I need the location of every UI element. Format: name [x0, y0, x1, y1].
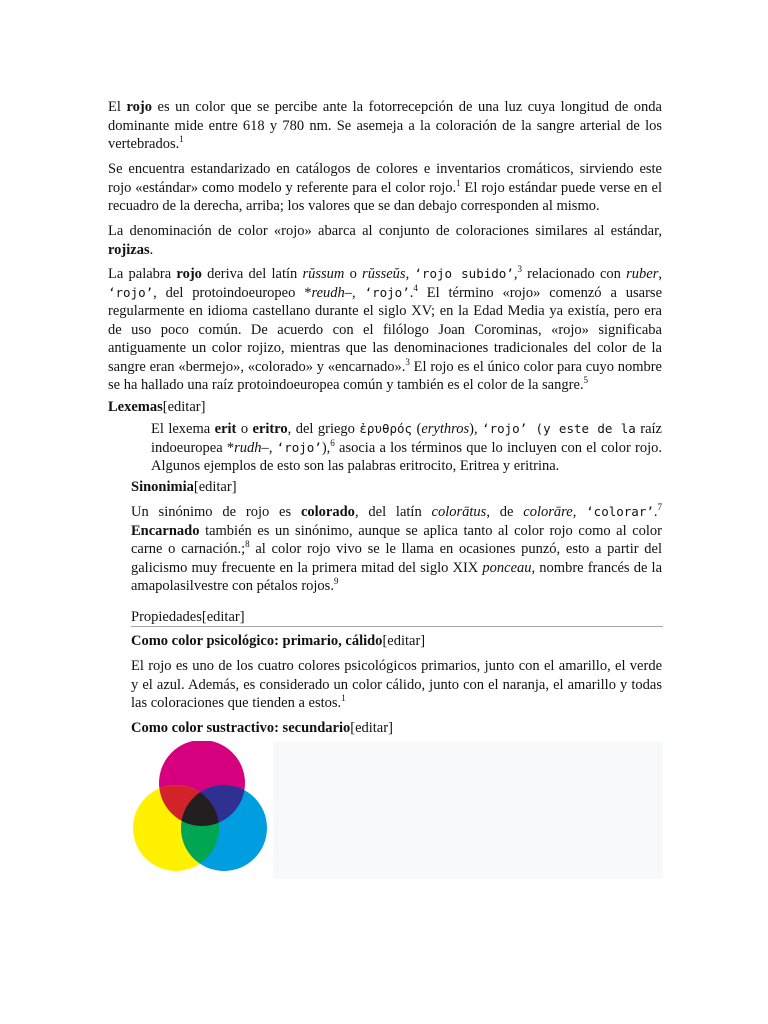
heading-psicologico: Como color psicológico: primario, cálido[editar] [131, 633, 426, 649]
edit-link[interactable]: [editar] [382, 633, 426, 649]
reference-8[interactable]: 8 [245, 539, 250, 550]
intro-paragraph: El rojo es un color que se percibe ante la fotorrecepción de una luz cuya longitud de onda dominante mide entre 618 y 780 nm. Se asemeja a la coloración de la sangre arterial de los vertebrados.$^1$ [108, 99, 662, 152]
reference-5[interactable]: 5 [583, 375, 589, 386]
reference-9[interactable]: 9 [333, 576, 339, 587]
heading-sustractivo: Como color sustractivo: secundario[editar] [131, 720, 393, 736]
edit-link[interactable]: [editar] [162, 399, 206, 415]
reference-3[interactable]: 3 [517, 264, 522, 275]
reference-1[interactable]: 1 [341, 693, 346, 704]
denomination-paragraph: La denominación de color «rojo» abarca al conjunto de coloraciones similares al estándar, rojizas. [108, 223, 662, 258]
reference-7[interactable]: 7 [657, 502, 662, 513]
heading-propiedades: Propiedades[editar] [131, 609, 245, 625]
edit-link[interactable]: [editar] [193, 479, 237, 495]
standard-paragraph: Se encuentra estandarizado en catálogos de colores e inventarios cromáticos, sirviendo este rojo «estándar» como modelo y referente para el color rojo.$^1$ El rojo estándar puede verse en el recuadro de la derecha, arriba; los valores que se dan debajo corresponden al mismo. [108, 161, 662, 214]
reference-1[interactable]: 1 [456, 177, 461, 188]
lexemas-paragraph: El lexema erit o eritro, del griego ἐρυθρός (erythros), ‘rojo’ (y este de la raíz indoeuropea *rudh–, ‘rojo’),$^6$ asocia a los términos que lo incluyen con el color rojo. Algunos ejemplos de esto son las palabras eritrocito, Eritrea y eritrina. [151, 421, 662, 474]
reference-6[interactable]: 6 [330, 437, 335, 448]
edit-link[interactable]: [editar] [201, 609, 245, 625]
subtractive-color-diagram [131, 741, 273, 879]
heading-lexemas: Lexemas[editar] [108, 399, 206, 415]
sinonimia-paragraph: Un sinónimo de rojo es colorado, del latín colorātus, de colorāre, ‘colorar’.$^7$ Encarnado también es un sinónimo, aunque se aplica tanto al color rojo como al color carne o carnación.;$^8$ al color rojo vivo se le llama en ocasiones punzó, esto a partir del galicismo muy frecuente en la primera mitad del siglo XIX ponceau, nombre francés de la amapolasilvestre con pétalos rojos.$^9$ [131, 502, 663, 594]
heading-sinonimia: Sinonimia[editar] [131, 479, 237, 495]
edit-link[interactable]: [editar] [350, 720, 393, 736]
reference-3[interactable]: 3 [405, 356, 410, 367]
reference-4[interactable]: 4 [413, 282, 418, 293]
section-divider [131, 626, 663, 627]
reference-1[interactable]: 1 [179, 134, 184, 145]
psicologico-paragraph: El rojo es uno de los cuatro colores psicológicos primarios, junto con el amarillo, el verde y el azul. Además, es considerado un color cálido, junto con el naranja, el amarillo y todas las coloraciones que tienden a estos.$^1$ [131, 658, 662, 711]
etymology-paragraph: La palabra rojo deriva del latín rŭssum o rŭsseŭs, ‘rojo subido’,$^3$ relacionado con ruber, ‘rojo’, del protoindoeuropeo *reudh–, ‘rojo’.$^4$ El término «rojo» comenzó a usarse regularmente en idioma castellano durante el siglo XV; en la Edad Media ya existía, pero era de uso poco común. De acuerdo con el filólogo Joan Corominas, «rojo» significaba antiguamente un color rojizo, mientras que las denominaciones tradicionales del color de la sangre eran «bermejo», «colorado» y «encarnado».$^3$ El rojo es el único color para cuyo nombre se ha hallado una raíz protoindoeuropea común y también es el color de la sangre.$^5$ [108, 264, 663, 393]
